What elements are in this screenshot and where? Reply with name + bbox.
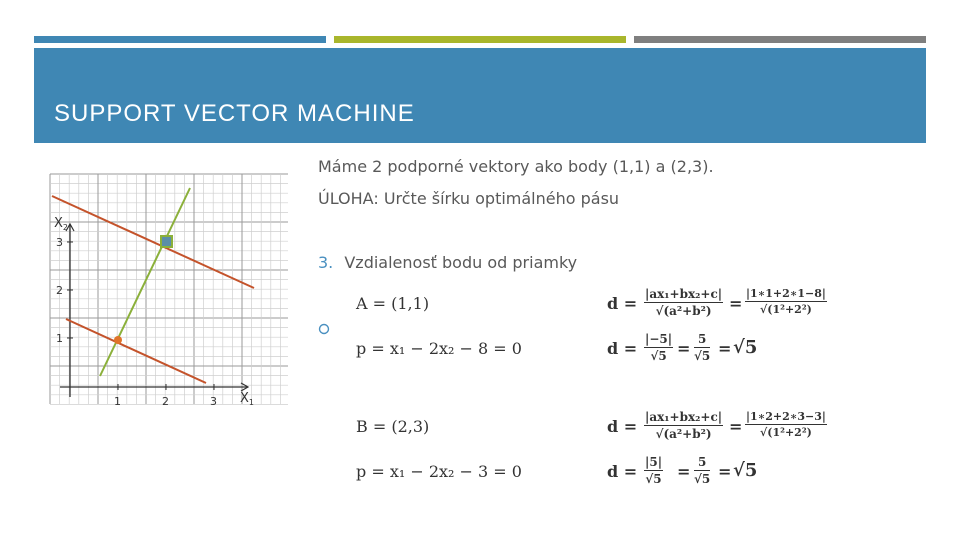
task-text: ÚLOHA: Určte šírku optimálného pásu	[318, 189, 620, 208]
y-tick-label: 1	[56, 332, 63, 345]
step-number: 3.	[318, 253, 334, 272]
distance-substituted-a: $\frac{|1∗1+2∗1-8|}{\text{√(1²+2²)}}$	[746, 287, 826, 316]
point-a-equation: A = (1,1)	[356, 294, 430, 313]
y-axis-label: $X_2$	[54, 216, 68, 232]
distance-abs-a: $\frac{|-5|}{√5}$	[645, 332, 673, 363]
distance-general-formula: $\frac{\text{|ax₁+bx₂+c|}}{\text{√(a²+b²)}}$	[645, 287, 723, 318]
line-a-equation: p = x₁ − 2x₂ − 8 = 0	[356, 339, 522, 358]
step-text: Vzdialenosť bodu od priamky	[344, 253, 578, 272]
distance-fraction-b: $\frac{5}{√5}$	[694, 455, 711, 486]
x-tick-label: 3	[210, 395, 217, 408]
slide-title: SUPPORT VECTOR MACHINE	[54, 100, 415, 127]
equals-sign: =	[677, 462, 691, 481]
margin-line-upper	[52, 196, 254, 288]
distance-abs-b: $\frac{|5|}{√5}$	[645, 455, 663, 486]
distance-result-b: √5	[733, 460, 758, 481]
support-vector-point	[114, 336, 122, 344]
accent-bar-gray	[634, 36, 926, 43]
intro-text: Máme 2 podporné vektory ako body (1,1) a (2,3).	[318, 157, 714, 176]
normal-line	[100, 188, 190, 376]
svm-graph	[48, 172, 290, 408]
distance-result-a: √5	[733, 337, 758, 358]
distance-substituted-b: $\frac{|1∗2+2∗3-3|}{\text{√(1²+2²)}}$	[746, 410, 826, 439]
equals-sign: =	[729, 294, 743, 313]
x-axis-label: $X_1$	[240, 391, 254, 407]
point-b-equation: B = (2,3)	[356, 417, 430, 436]
graph-grid	[50, 174, 288, 404]
equals-sign: =	[729, 417, 743, 436]
circle-outline-bullet-icon	[318, 323, 330, 335]
accent-bar-green	[334, 36, 626, 43]
title-banner	[34, 48, 926, 143]
y-tick-label: 2	[56, 284, 63, 297]
equals-sign: =	[718, 462, 732, 481]
x-tick-label: 1	[114, 395, 121, 408]
distance-lhs: d =	[607, 294, 638, 313]
step-item	[318, 253, 577, 272]
equals-sign: =	[677, 339, 691, 358]
support-vector-point	[161, 236, 172, 247]
y-tick-label: 3	[56, 236, 63, 249]
distance-lhs: d =	[607, 462, 638, 481]
distance-fraction-a: $\frac{5}{√5}$	[694, 332, 711, 363]
equals-sign: =	[718, 339, 732, 358]
line-b-equation: p = x₁ − 2x₂ − 3 = 0	[356, 462, 522, 481]
margin-line-lower	[66, 319, 206, 383]
distance-general-formula: $\frac{\text{|ax₁+bx₂+c|}}{\text{√(a²+b²)}}$	[645, 410, 723, 441]
accent-bar-blue	[34, 36, 326, 43]
distance-lhs: d =	[607, 417, 638, 436]
x-tick-label: 2	[162, 395, 169, 408]
distance-lhs: d =	[607, 339, 638, 358]
